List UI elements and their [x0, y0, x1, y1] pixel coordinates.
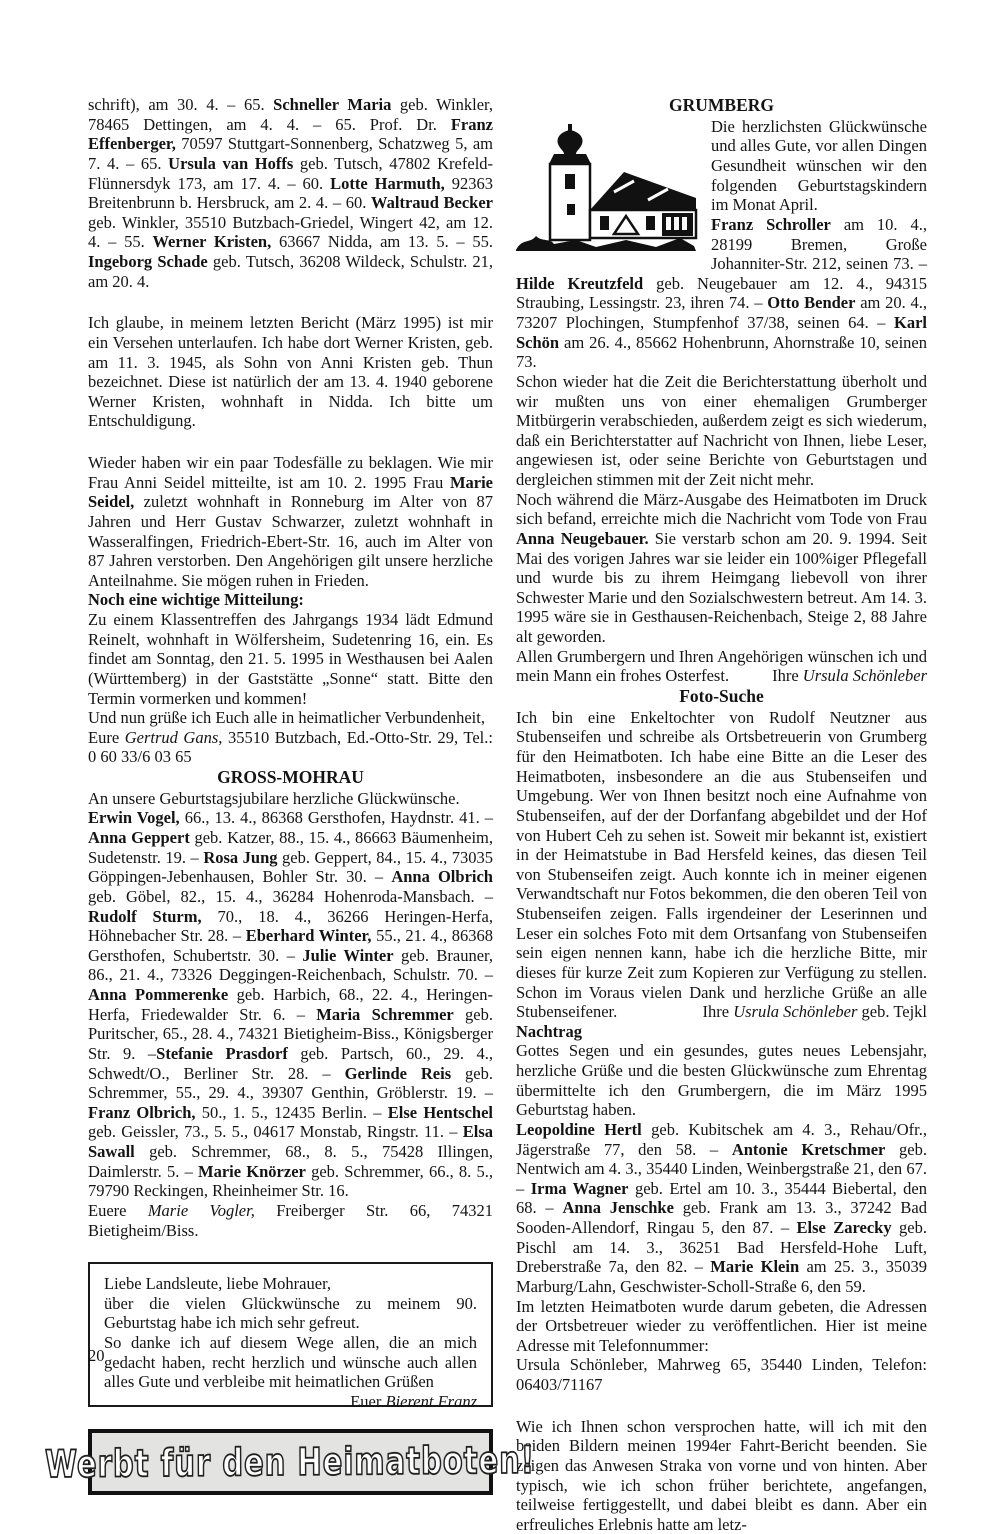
bold-text: Erwin Vogel, — [88, 808, 180, 828]
text-run: 70597 Stuttgart-Sonnenberg, Schatzweg 5, am 7. 4. – 65. — [88, 134, 493, 173]
left-column — [45, 95, 536, 1534]
bold-text: Anna Olbrich — [391, 867, 493, 887]
text-run: geb. Winkler, 35510 Butzbach-Griedel, Wingert 42, am 12. 4. – 55. — [88, 212, 493, 252]
bold-text: Irma Wagner — [530, 1178, 629, 1198]
text-run: geb. Tutsch, 36208 Wildeck, Schulstr. 21, am 20. 4. — [88, 252, 493, 291]
bold-text: Eberhard Winter, — [245, 926, 372, 946]
signature — [340, 1392, 477, 1412]
text-run: So danke ich auf diesem Wege allen, die an mich gedacht haben, recht herzlich und wünsche auch allen alles Gute und verbleibe mit heimatlichen Grüßen — [104, 1333, 477, 1392]
text-run: Euer — [350, 1391, 386, 1411]
paragraph — [88, 95, 493, 291]
paragraph — [516, 1041, 927, 1120]
text-run: Euere — [88, 1200, 148, 1220]
italic-text: Bierent Franz — [385, 1391, 477, 1411]
text-run: geb. Kubitschek am 4. 3., Rehau/Ofr., Jägerstraße 77, den 58. – — [516, 1119, 927, 1159]
paragraph — [104, 1274, 477, 1294]
paragraph — [516, 708, 927, 1022]
paragraph — [516, 1417, 927, 1534]
bold-text: Rosa Jung — [203, 847, 278, 867]
text-run: geb. Tejkl — [857, 1002, 927, 1022]
text-run: 66., 13. 4., 86368 Gersthofen, Haydnstr. 41. – — [179, 808, 493, 828]
italic-text: Marie Vogler, — [147, 1200, 255, 1220]
text-run: geb. Schremmer, 68., 8. 5., 75428 Illingen, Daimlerstr. 5. – — [88, 1142, 493, 1181]
text-run: 92363 Breitenbrunn b. Hersbruck, am 2. 4. – 60. — [88, 173, 493, 213]
text-run: geb. Puritscher, 65., 28. 4., 74321 Bietigheim-Biss., Königsberger Str. 9. – — [88, 1004, 493, 1063]
section-heading: Nachtrag — [516, 1021, 582, 1041]
text-run: geb. Partsch, 60., 29. 4., Schwedt/O., Berliner Str. 28. – — [88, 1043, 493, 1083]
text-run: Schon wieder hat die Zeit die Berichterstattung überholt und wir mußten uns von einer ehemaligen Grumberger Mitbürgerin verabschieden, außerdem zeigt es sich wiederum, daß ein Berichterstatter auf Nachricht von Ihnen, liebe Leser, angewiesen ist, oder seine Berichte von Geburtstagen und dergleichen stimmen mit der Zeit nicht mehr. — [516, 371, 927, 490]
section-heading: Noch eine wichtige Mitteilung: — [88, 590, 304, 610]
text-run: Wie ich Ihnen schon versprochen hatte, will ich mit den beiden Bildern meinen 1994er Fahrt-Bericht beenden. Sie zeigen das Anwesen Straka von vorne und von hinten. Aber typisch, wie ich schon früher berichtete, angefangen, teilweise fertiggestellt, und dabei bleibt es dann. Aber ein erfreuliches Erlebnis hatte am letz- — [516, 1416, 927, 1534]
bold-text: Anna Neugebauer. — [516, 528, 649, 548]
paragraph — [516, 372, 927, 490]
bold-text: Antonie Kretschmer — [731, 1139, 886, 1159]
text-run: 63667 Nidda, am 13. 5. – 55. — [271, 232, 494, 252]
text-run: geb. Winkler, 78465 Dettingen, am 4. 4. – 65. Prof. Dr. — [88, 95, 493, 134]
bold-text: Anna Geppert — [88, 828, 190, 848]
bold-text: Ursula van Hoffs — [168, 153, 294, 173]
bold-text: Franz Effenberger, — [88, 114, 493, 154]
bold-text: Franz Olbrich, — [88, 1102, 196, 1122]
text-run: 35510 Butzbach, Ed.-Otto-Str. 29, Tel.: 0 60 33/6 03 65 — [88, 727, 493, 767]
bold-text: Karl Schön — [516, 313, 927, 352]
text-run: geb. Neugebauer am 12. 4., 94315 Straubing, Lessingstr. 23, ihren 74. – — [516, 273, 928, 313]
bold-text: Anna Pommerenke — [88, 985, 229, 1005]
text-run: geb. Tutsch, 47802 Krefeld-Flünnersdyk 173, am 17. 4. – 60. — [88, 153, 494, 193]
paragraph — [88, 808, 493, 1201]
text-run: geb. Geissler, 73., 5. 5., 04617 Monstab, Ringstr. 11. – — [88, 1122, 463, 1142]
signature — [693, 1002, 927, 1022]
bold-text: Anna Jenschke — [562, 1198, 674, 1218]
text-run: schrift), am 30. 4. – 65. — [88, 95, 274, 114]
figure-with-text — [516, 117, 927, 372]
text-run: Gottes Segen und ein gesundes, gutes neues Lebensjahr, herzliche Grüße und die besten Glückwünsche zum Ehrentag übermittelte ich den Grumbergern, die im März 1995 Geburtstag haben. — [516, 1041, 927, 1120]
bold-text: Else Hentschel — [387, 1102, 493, 1122]
bold-text: Julie Winter — [302, 945, 394, 965]
right-column — [516, 95, 927, 1534]
bold-text: Rudolf Sturm, — [88, 906, 202, 926]
bold-text: Werner Kristen, — [152, 232, 272, 252]
text-run: Noch während die März-Ausgabe des Heimatboten im Druck sich befand, erreichte mich die Nachricht vom Tode von Frau — [516, 489, 927, 529]
bold-text: Stefanie Prasdorf — [156, 1043, 288, 1063]
italic-text: Usrula Schönleber — [733, 1002, 858, 1022]
text-run: am 26. 4., 85662 Hohenbrunn, Ahornstraße 10, seinen 73. — [516, 332, 927, 372]
paragraph — [104, 1294, 477, 1333]
bold-text: Marie Knörzer — [198, 1161, 306, 1181]
paragraph — [516, 1297, 927, 1356]
text-run: geb. Harbich, 68., 22. 4., Heringen-Herfa, Friedewalder Str. 6. – — [88, 985, 494, 1024]
text-run: geb. Katzer, 88., 15. 4., 86663 Bäumenheim, Sudetenstr. 19. – — [88, 828, 494, 867]
italic-text: Ursula Schönleber — [802, 666, 927, 686]
text-run: geb. Göbel, 82., 15. 4., 36284 Hohenroda-Mansbach. – — [88, 886, 493, 906]
text-run: Wieder haben wir ein paar Todesfälle zu beklagen. Wie mir Frau Anni Seidel mitteilte, ist am 10. 2. 1995 Frau — [88, 453, 493, 492]
text-run: Ursula Schönleber, Mahrweg 65, 35440 Linden, Telefon: 06403/71167 — [516, 1355, 927, 1394]
italic-text: Gertrud Gans, — [124, 727, 223, 747]
paragraph — [516, 1355, 927, 1394]
text-run: geb. Ertel am 10. 3., 35444 Biebertal, den 68. – — [516, 1178, 928, 1218]
text-run: Und nun grüße ich Euch alle in heimatlicher Verbundenheit, — [88, 708, 485, 728]
paragraph — [104, 1333, 477, 1411]
bold-text: Marie Klein — [710, 1257, 800, 1277]
bold-text: Gerlinde Reis — [344, 1063, 452, 1083]
bold-text: Hilde Kreutzfeld — [516, 273, 644, 293]
paragraph — [516, 1120, 927, 1297]
paragraph — [88, 789, 493, 809]
text-run: Im letzten Heimatboten wurde darum gebeten, die Adressen der Ortsbetreuer wieder zu veröffentlichen. Hier ist meine Adresse mit Telefonnummer: — [516, 1296, 927, 1355]
text-run: Liebe Landsleute, liebe Mohrauer, — [104, 1274, 332, 1294]
paragraph — [88, 708, 493, 728]
text-run: An unsere Geburtstagsjubilare herzliche Glückwünsche. — [88, 788, 460, 808]
bold-text: Waltraud Becker — [371, 193, 493, 213]
text-run: geb. Nentwich am 4. 3., 35440 Linden, Weinbergstraße 21, den 67. – — [516, 1139, 927, 1198]
paragraph — [88, 728, 493, 767]
two-column-layout — [45, 95, 928, 1534]
text-run: zuletzt wohnhaft in Ronneburg im Alter von 87 Jahren und Herr Gustav Schwarzer, zuletzt wohnhaft in Wasseralfingen, Friedrich-Ebert-Str. 16, auch im Alter von 87 Jahren verstorben. Den Angehörigen gilt unsere herzliche Anteilnahme. Sie mögen ruhen in Frieden. — [88, 492, 493, 590]
text-run: geb. Brauner, 86., 21. 4., 73326 Deggingen-Reichenbach, Schulstr. 70. – — [88, 945, 493, 985]
section-heading: GROSS-MOHRAU — [217, 767, 364, 787]
bold-text: Lotte Harmuth, — [330, 173, 445, 193]
text-run: am 25. 3., 35039 Marburg/Lahn, Geschwister-Scholl-Straße 6, den 59. — [516, 1257, 927, 1296]
text-run: geb. Schremmer, 55., 29. 4., 39307 Genthin, Gröblerstr. 19. – — [88, 1063, 493, 1103]
bold-text: Leopoldine Hertl — [516, 1119, 642, 1139]
text-run: geb. Pischl am 14. 3., 36251 Bad Hersfeld-Hohe Luft, Dreberstraße 7a, den 82. – — [516, 1218, 927, 1277]
text-run: Allen Grumbergern und Ihren Angehörigen wünschen ich und mein Mann ein frohes Osterfest. — [516, 646, 927, 686]
text-run: geb. Frank am 13. 3., 37242 Bad Sooden-Allendorf, Ringau 5, den 87. – — [516, 1198, 927, 1237]
bold-text: Maria Schremmer — [316, 1004, 454, 1024]
page-number: 20 — [88, 1346, 105, 1365]
paragraph — [516, 647, 927, 686]
bold-text: Franz Schroller — [711, 214, 831, 234]
text-run: geb. Schremmer, 66., 8. 5., 79790 Reckingen, Rheinheimer Str. 16. — [88, 1161, 494, 1201]
text-run: Freiberger Str. 66, 74321 Bietigheim/Biss. — [88, 1200, 493, 1240]
paragraph — [88, 610, 493, 708]
text-run: Zu einem Klassentreffen des Jahrgangs 1934 lädt Edmund Reinelt, wohnhaft in Wölfersheim, Sudetenring 16, ein. Es findet am Sonntag, den 21. 5. 1995 in Westhausen bei Aalen (Württemberg) in der Gaststätte „Sonne“ statt. Bitte den Termin vormerken und kommen! — [88, 610, 493, 708]
text-run: am 20. 4., 73207 Plochingen, Stumpfenhof 37/38, seinen 64. – — [516, 293, 928, 333]
paragraph — [88, 1201, 493, 1240]
text-run: Eure — [88, 727, 125, 747]
text-run: geb. Geppert, 84., 15. 4., 73035 Göppingen-Jebenhausen, Bohler Str. 30. – — [88, 847, 493, 887]
text-run: am 10. 4., 28199 Bremen, Große Johanniter-Str. 212, seinen 73. – — [711, 214, 927, 274]
bold-text: Marie Seidel, — [88, 472, 493, 512]
promo-banner — [45, 1429, 536, 1495]
letter-box — [88, 1262, 493, 1411]
section-heading: Foto-Suche — [679, 685, 764, 706]
banner-text: Werbt für den Heimatboten! — [45, 1437, 536, 1486]
paragraph — [88, 453, 493, 590]
bold-text: Otto Bender — [767, 293, 856, 313]
text-run: Ihre — [772, 666, 803, 686]
text-run: Ihre — [702, 1002, 734, 1022]
section-heading: GRUMBERG — [669, 95, 774, 115]
text-run: über die vielen Glückwünsche zu meinem 90. Geburtstag habe ich mich sehr gefreut. — [104, 1293, 477, 1333]
bold-text: Ingeborg Schade — [88, 252, 208, 271]
text-run: Ich glaube, in meinem letzten Bericht (März 1995) ist mir ein Versehen unterlaufen. Ich habe dort Werner Kristen, geb. am 11. 3. 1945, als Sohn von Anni Kristen geb. Thun bezeichnet. Diese ist natürlich der am 13. 4. 1940 geborene Werner Kristen, wohnhaft in Nidda. Ich bitte um Entschuldigung. — [88, 313, 493, 431]
text-run: Sie verstarb schon am 20. 9. 1994. Seit Mai des vorigen Jahres war sie leider ein 100%iger Pflegefall und wurde bis zu ihrem Heimgang liebevoll von ihrer Schwester Marie und den Sozialschwestern betreut. Am 14. 3. 1995 wäre sie in Gesthausen-Reichenbach, Steige 2, 88 Jahre alt geworden. — [516, 528, 928, 647]
text-run: Ich bin eine Enkeltochter von Rudolf Neutzner aus Stubenseifen und schreibe als Ortsbetreuerin von Grumberg für den Heimatboten. Ich habe eine Bitte an die Leser des Heimatboten, insbesondere an die aus Stubenseifen und Umgebung. Wer von Ihnen besitzt noch eine Aufnahme von Stubenseifen, auf der der Dorfanfang abgebildet und der Hof von Hubert Ceh zu sehen ist. Soweit mir bekannt ist, existiert in der Heimatstube in Bad Hersfeld keines, das diesen Teil von Stubenseifen zeigt. Auch konnte ich in meiner eigenen Verwandtschaft nur Fotos bekommen, die den oberen Teil von Stubenseifen zeigen. Falls irgendeiner der Leserinnen und Leser ein solches Foto mit dem Ortsanfang von Stubenseifen sein eigen nennen kann, habe ich die herzliche Bitte, mir dieses für kurze Zeit zum Kopieren zur Verfügung zu stellen. Schon im Voraus vielen Dank und herzliche Grüße an alle Stubenseifener. — [516, 707, 927, 1022]
church-illustration — [516, 120, 698, 252]
bold-text: Else Zarecky — [796, 1218, 892, 1237]
bold-text: Schneller Maria — [273, 95, 392, 114]
bold-text: Elsa Sawall — [88, 1122, 493, 1162]
text-run: Die herzlichsten Glückwünsche und alles Gute, vor allen Dingen Gesundheit wünschen wir den folgenden Geburtstagskindern im Monat April. — [711, 116, 927, 215]
text-run: 50., 1. 5., 12435 Berlin. – — [195, 1102, 388, 1122]
paragraph — [88, 313, 493, 431]
paragraph — [516, 490, 927, 647]
signature — [762, 666, 927, 686]
text-run: 70., 18. 4., 36266 Heringen-Herfa, Höhnebacher Str. 28. – — [88, 906, 493, 946]
text-run: 55., 21. 4., 86368 Gersthofen, Schubertstr. 30. – — [88, 926, 494, 965]
